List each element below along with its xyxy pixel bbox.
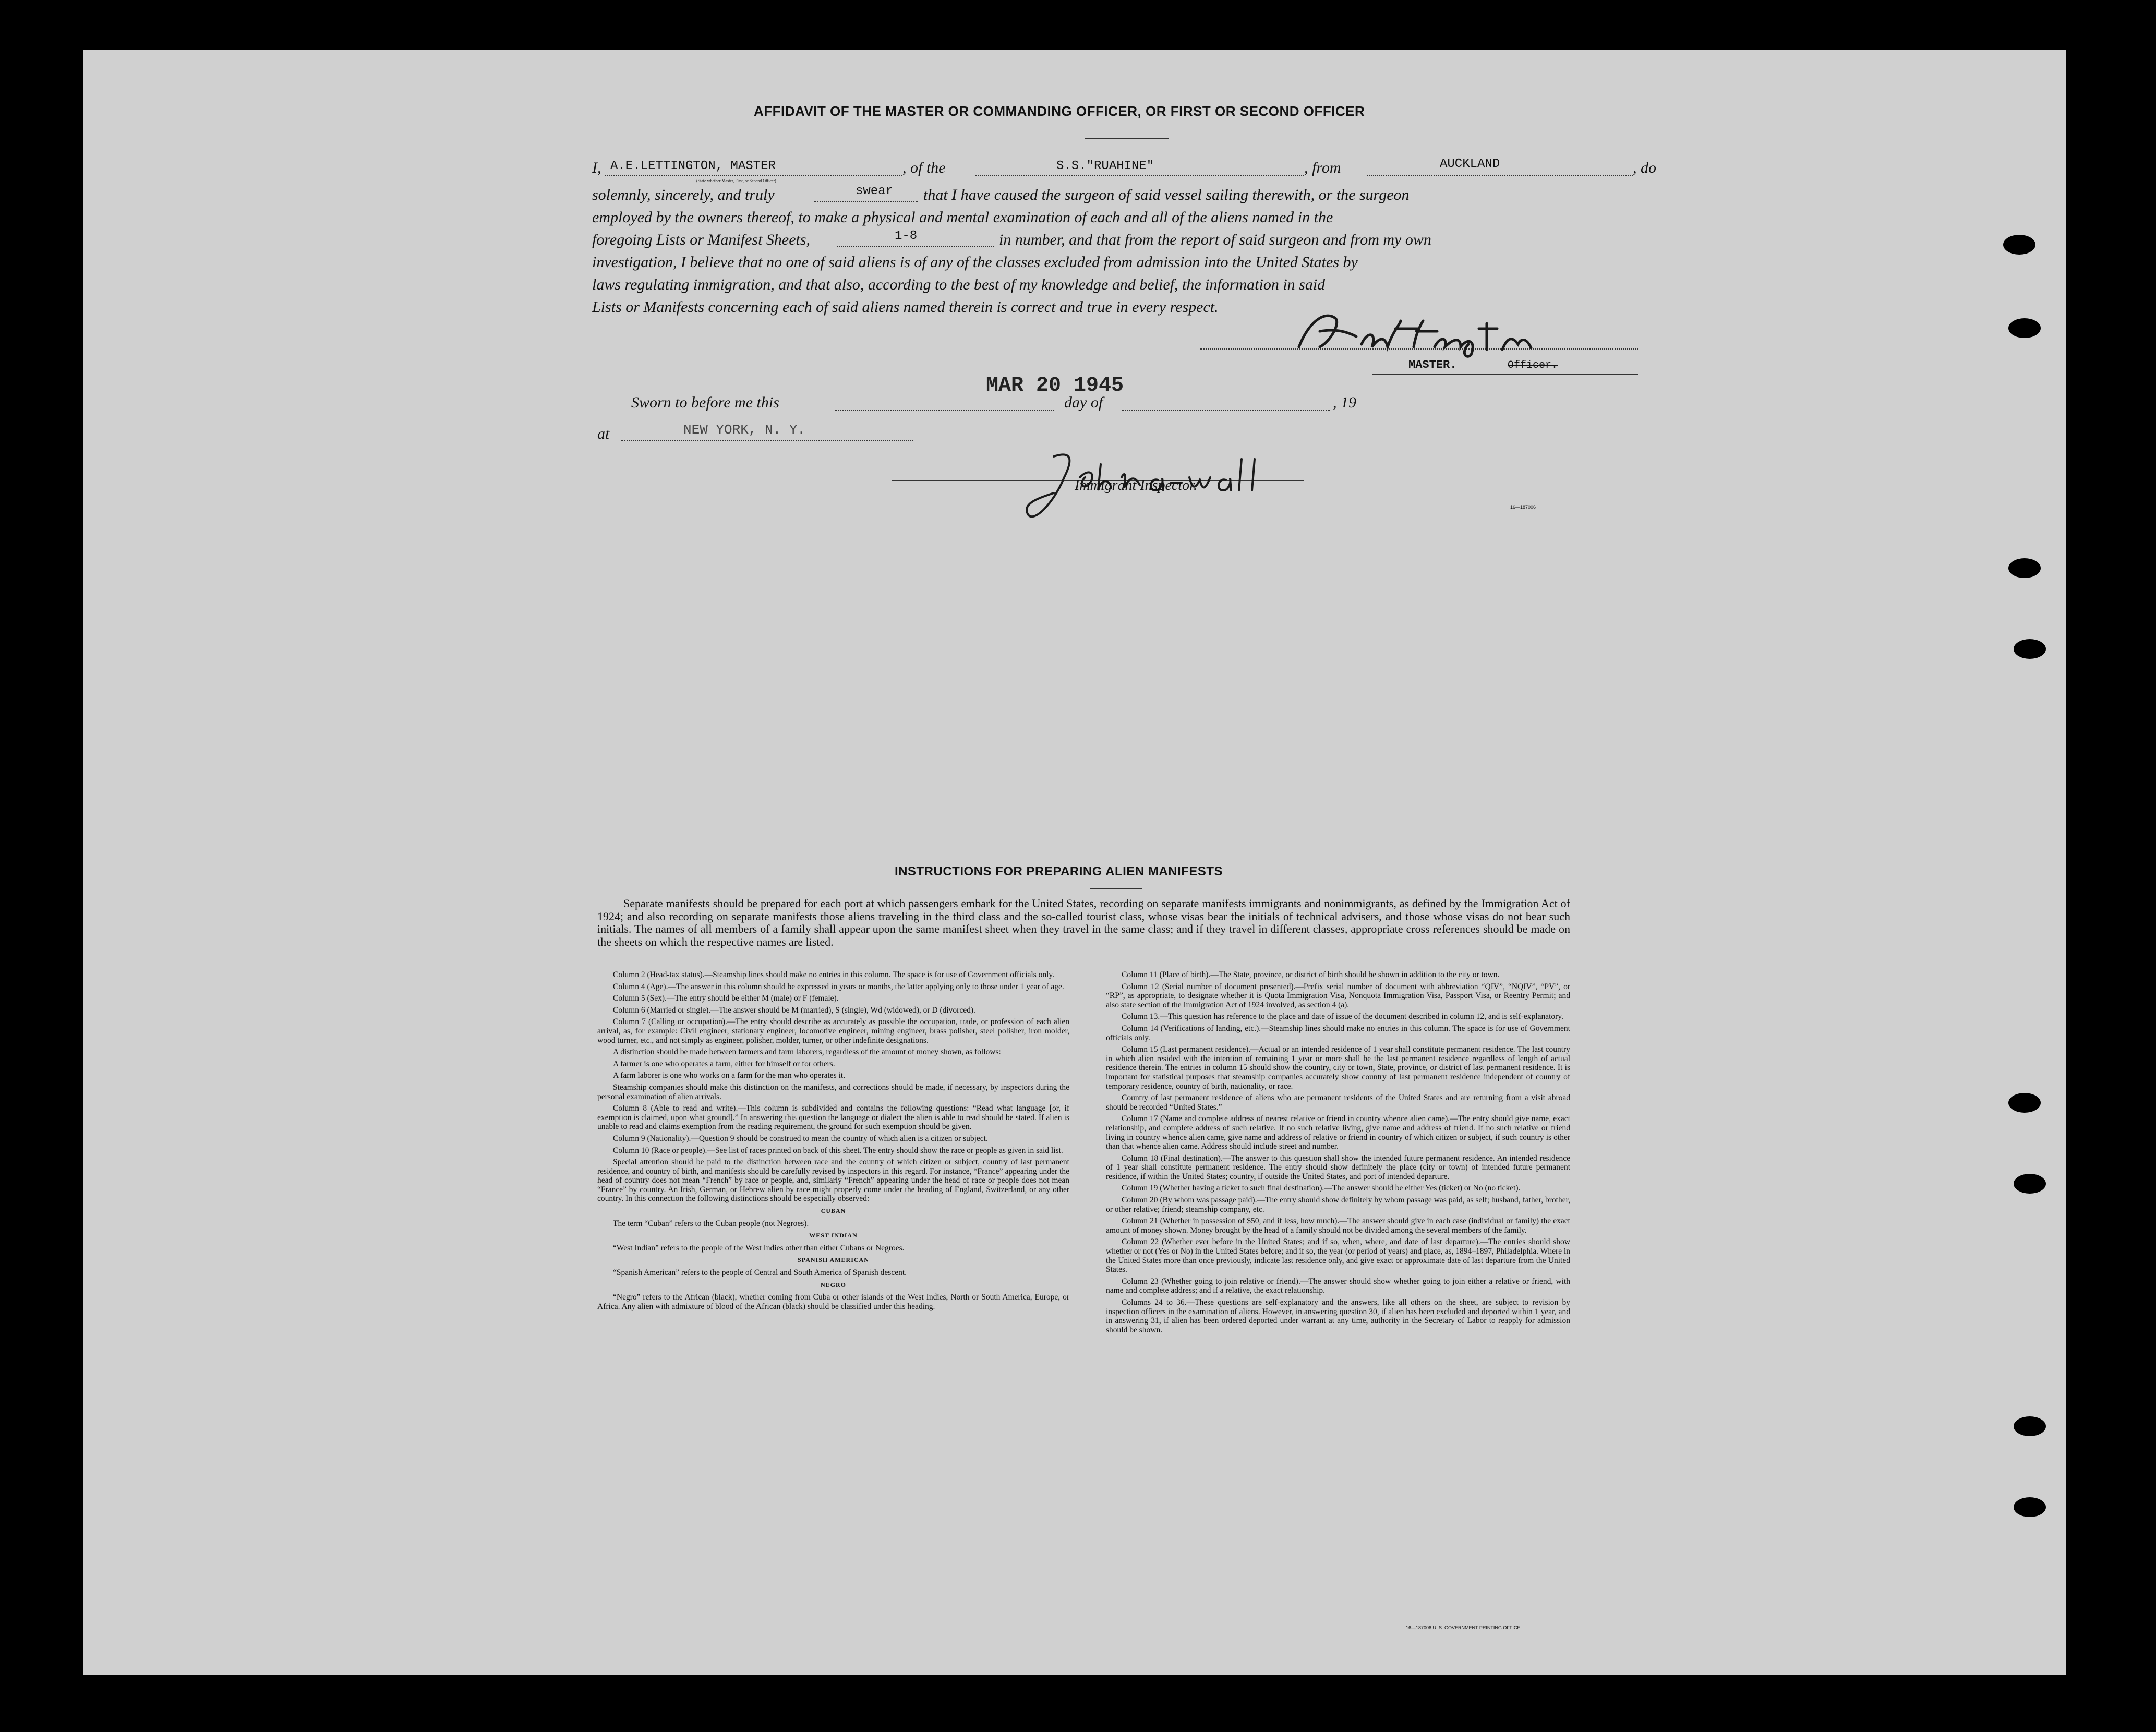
- day-of-label: day of: [1064, 394, 1103, 411]
- left-paragraph: Special attention should be paid to the distinction between race and the country of which citizen or subject, country of last permanent residence, and country of birth, and manifests should be carefully revised by inspectors in this regard. For instance, “France” appearing under the head of country does not mean “French” by race or people, and, similarly “French” appearing under the head of race or people does not mean “France” by country. An Irish, German, or Hebrew alien by race might properly come under the heading of England, Switzerland, or any other country. In this connection the following distinctions should be especially observed:: [597, 1158, 1069, 1204]
- line7: Lists or Manifests concerning each of said aliens named therein is correct and true in every respect.: [592, 298, 1219, 316]
- instructions-divider: [1090, 888, 1142, 889]
- instructions-right-column: [1106, 970, 1570, 1337]
- left-paragraph: Column 8 (Able to read and write).—This column is subdivided and contains the following questions: “Read what language [or, if exemption is claimed, upon what ground].” In answering this question the language or dialect the alien is able to read should be stated. If alien is unable to read and claims exemption from the reading requirement, the ground for such exemption should be given.: [597, 1104, 1069, 1132]
- right-paragraph: Column 21 (Whether in possession of $50, and if less, how much).—The answer should give in each case (individual or family) the exact amount of money shown. Money brought by the head of a family should not be divided among the several members of the family.: [1106, 1217, 1570, 1235]
- port-rule: [1367, 175, 1633, 176]
- solemnly-label: solemnly, sincerely, and truly: [592, 186, 775, 203]
- place-rule: [621, 440, 913, 441]
- sheets-value: 1-8: [895, 229, 918, 243]
- year-label: , 19: [1333, 394, 1356, 411]
- punch-hole: [2008, 558, 2041, 578]
- place-value: NEW YORK, N. Y.: [683, 422, 806, 438]
- punch-hole: [2008, 318, 2041, 338]
- sworn-day-rule: [835, 410, 1054, 411]
- right-paragraph: Column 13.—This question has reference to the place and date of issue of the document described in column 12, and is self-explanatory.: [1122, 1012, 1563, 1021]
- officer-suffix: Officer.: [1508, 359, 1558, 371]
- instructions-left-column: [597, 970, 1069, 1314]
- right-paragraph: Column 14 (Verifications of landing, etc.).—Steamship lines should make no entries in this column. The space is for use of Government officials only.: [1106, 1024, 1570, 1042]
- date-stamp: MAR 20 1945: [986, 374, 1124, 398]
- west-indian-heading: WEST INDIAN: [809, 1232, 858, 1240]
- name-rule: [605, 175, 902, 176]
- i-label: I,: [592, 159, 601, 176]
- left-paragraph: A farm laborer is one who works on a farm for the man who operates it.: [613, 1071, 846, 1080]
- form-code-top: 16—187006: [1510, 504, 1536, 510]
- left-paragraph: Column 7 (Calling or occupation).—The entry should describe as accurately as possible the occupation, trade, or profession of each alien arrival, as, for example: Civil engineer, stationary engineer, locomotive engineer, mining engineer, brass polisher, steel polisher, iron molder, wood turner, etc., and not simply as engineer, polisher, molder, turner, or other indefinite designations.: [597, 1017, 1069, 1045]
- instructions-intro: Separate manifests should be prepared for each port at which passengers embark for the United States, recording on separate manifests immigrants and nonimmigrants, as defined by the Immigration Act of 1924; and also recording on separate manifests those aliens traveling in the third class and the so-called tourist class, whose visas bear the initials of technical advisers, and those whose visas do not bear such initials. The names of all members of a family shall appear upon the same manifest sheet when they travel in the same class; and if they travel in different classes, appropriate cross references should be made on the sheets on which the respective names are listed.: [597, 897, 1570, 948]
- of-the-label: , of the: [902, 159, 946, 176]
- left-paragraph: Column 2 (Head-tax status).—Steamship lines should make no entries in this column. The space is for use of Government officials only.: [613, 970, 1055, 979]
- name-value: A.E.LETTINGTON, MASTER: [610, 159, 776, 173]
- line6: laws regulating immigration, and that also, according to the best of my knowledge and belief, the information in said: [592, 276, 1326, 293]
- port-value: AUCKLAND: [1440, 157, 1500, 171]
- right-paragraph: Column 17 (Name and complete address of nearest relative or friend in country whence alien came).—The entry should give name, exact relationship, and complete address of such relative. If no such relative living, give name and address of friend. If no such relative or friend living in country whence alien came, give name and address of relative or friend in country of which citizen or subject, if such country is other than that whence alien came. Address should include street and number.: [1106, 1114, 1570, 1151]
- west-indian-text: “West Indian” refers to the people of the West Indies other than either Cubans or Negroes.: [613, 1243, 905, 1253]
- left-paragraph: A distinction should be made between farmers and farm laborers, regardless of the amount of money shown, as follows:: [613, 1048, 1001, 1057]
- punch-hole: [2014, 1497, 2046, 1517]
- left-paragraph: Column 4 (Age).—The answer in this column should be expressed in years or months, the latter applying only to those under 1 year of age.: [613, 982, 1064, 991]
- punch-hole: [2014, 1416, 2046, 1436]
- officer-rule: [1372, 374, 1638, 375]
- left-paragraph: Column 5 (Sex).—The entry should be either M (male) or F (female).: [613, 994, 839, 1003]
- punch-hole: [2014, 639, 2046, 659]
- line4-start: foregoing Lists or Manifest Sheets,: [592, 231, 811, 248]
- right-paragraph: Column 20 (By whom was passage paid).—The entry should show definitely by whom passage was paid, as self; husband, father, brother, or other relative; friend; steamship company, etc.: [1106, 1196, 1570, 1214]
- line3: employed by the owners thereof, to make a physical and mental examination of each and all of the aliens named in the: [592, 209, 1333, 226]
- punch-hole: [2003, 235, 2035, 255]
- left-paragraph: Column 9 (Nationality).—Question 9 should be construed to mean the country of which alien is a citizen or subject.: [613, 1134, 988, 1143]
- line2-rest: that I have caused the surgeon of said vessel sailing therewith, or the surgeon: [923, 186, 1410, 203]
- right-paragraph: Column 12 (Serial number of document presented).—Prefix serial number of document with abbreviation “QIV”, “NQIV”, “PV”, or “RP”, as appropriate, to designate whether it is Quota Immigration Visa, Nonquota Immigration Visa, Passport Visa, or Reentry Permit; and also state section of the Immigration Act of 1924 involved, as section 4 (a).: [1106, 982, 1570, 1009]
- line5: investigation, I believe that no one of said aliens is of any of the classes excluded from admission into the United States by: [592, 254, 1358, 271]
- spanish-american-text: “Spanish American” refers to the people of Central and South America of Spanish descent.: [613, 1268, 907, 1278]
- vessel-rule: [975, 175, 1304, 176]
- right-paragraph: Column 19 (Whether having a ticket to such final destination).—The answer should be either Yes (ticket) or No (no ticket).: [1122, 1184, 1521, 1193]
- right-paragraph: Column 22 (Whether ever before in the United States; and if so, when, where, and date of last departure).—The entries should show whether or not (Yes or No) in the United States before; and if so, the year (or period of years) and place, as, 1894–1897, Philadelphia. Where in the United States more than once previously, indicate last residence only, and give exact or approximate date of last departure from the United States.: [1106, 1237, 1570, 1274]
- inspector-label: Immigrant Inspector.: [1075, 477, 1197, 494]
- left-paragraph: Column 10 (Race or people).—See list of races printed on back of this sheet. The entry should show the race or people as given in said list.: [613, 1146, 1063, 1155]
- negro-text: “Negro” refers to the African (black), whether coming from Cuba or other islands of the West Indies, North or South America, Europe, or Africa. Any alien with admixture of blood of the African (black) should be classified under this heading.: [597, 1293, 1069, 1311]
- right-paragraph: Column 23 (Whether going to join relative or friend).—The answer should show whether going to join either a relative or friend, with name and complete address; and if a relative, the exact relationship.: [1106, 1277, 1570, 1295]
- punch-hole: [2008, 1093, 2041, 1113]
- do-label: , do: [1633, 159, 1656, 176]
- right-paragraph: Column 15 (Last permanent residence).—Actual or an intended residence of 1 year shall constitute permanent residence. The last country in which alien resided with the intention of remaining 1 year or more shall be the last permanent residence regardless of length of actual residence therein. The entries in column 15 should show the country, city or town, State, province, or district of last permanent residence. It is important for statistical purposes that steamship companies accurately show country of last permanent residence independent of country of temporary residence, country of birth, nationality, or race.: [1106, 1045, 1570, 1091]
- document-sheet: [83, 50, 2066, 1675]
- punch-hole: [2014, 1174, 2046, 1194]
- instructions-title: INSTRUCTIONS FOR PREPARING ALIEN MANIFESTS: [895, 864, 1223, 879]
- line4-rest: in number, and that from the report of said surgeon and from my own: [999, 231, 1431, 248]
- sheets-rule: [837, 246, 994, 247]
- left-paragraph: A farmer is one who operates a farm, either for himself or for others.: [613, 1059, 835, 1068]
- left-paragraph: Steamship companies should make this distinction on the manifests, and corrections should be made, if necessary, by inspectors during the personal examination of alien arrivals.: [597, 1082, 1069, 1101]
- sworn-month-rule: [1122, 410, 1330, 411]
- title-divider: [1085, 138, 1169, 139]
- officer-label: MASTER.: [1408, 358, 1457, 371]
- spanish-american-heading: SPANISH AMERICAN: [798, 1256, 869, 1264]
- right-paragraph: Column 11 (Place of birth).—The State, province, or district of birth should be shown in addition to the city or town.: [1122, 970, 1500, 979]
- master-signature: [1288, 300, 1654, 363]
- cuban-heading: CUBAN: [821, 1207, 846, 1215]
- negro-heading: NEGRO: [820, 1281, 846, 1289]
- vessel-value: S.S."RUAHINE": [1056, 159, 1154, 173]
- from-label: , from: [1304, 159, 1341, 176]
- cuban-text: The term “Cuban” refers to the Cuban people (not Negroes).: [613, 1219, 809, 1228]
- right-paragraph: Columns 24 to 36.—These questions are self-explanatory and the answers, like all others on the sheet, are subject to revision by inspection officers in the examination of aliens. However, in answering question 30, if alien has been excluded and deported within 1 year, and in answering 31, if alien has been ordered deported under warrant at any time, authority in the Secretary of Labor to reapply for admission should be shown.: [1106, 1298, 1570, 1334]
- left-paragraph: Column 6 (Married or single).—The answer should be M (married), S (single), Wd (widowed), or D (divorced).: [613, 1005, 975, 1015]
- affidavit-title: AFFIDAVIT OF THE MASTER OR COMMANDING OFFICER, OR FIRST OR SECOND OFFICER: [754, 103, 1365, 119]
- swear-value: swear: [856, 184, 894, 198]
- footer-code: 16—187006 U. S. GOVERNMENT PRINTING OFFICE: [1406, 1625, 1521, 1630]
- swear-rule: [814, 201, 918, 202]
- right-paragraph: Column 18 (Final destination).—The answer to this question shall show the intended future permanent residence. An intended residence of 1 year shall constitute permanent residence. The entry should show definitely the place (city or town) of intended future permanent residence, if within the United States; country, if outside the United States, and port of intended departure.: [1106, 1153, 1570, 1181]
- right-paragraph: Country of last permanent residence of aliens who are permanent residents of the United States and are returning from a visit abroad should be recorded “United States.”: [1106, 1093, 1570, 1112]
- state-whether-note: (State whether Master, First, or Second Officer): [696, 178, 776, 183]
- sworn-label: Sworn to before me this: [631, 394, 779, 411]
- at-label: at: [597, 425, 610, 442]
